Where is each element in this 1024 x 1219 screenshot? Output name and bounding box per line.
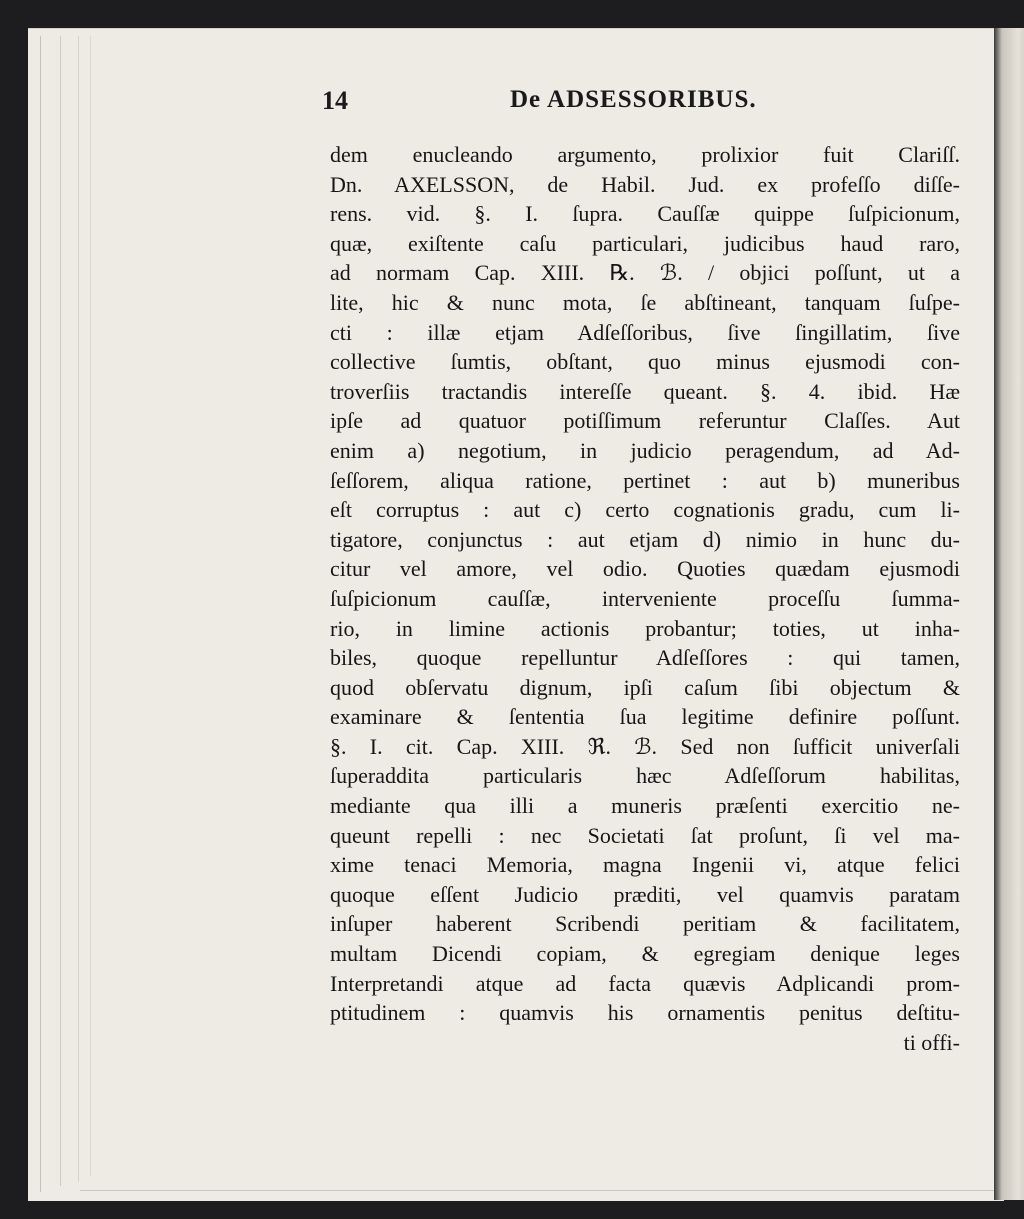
text-line: xime tenaci Memoria, magna Ingenii vi, atque felici bbox=[330, 852, 960, 878]
page-number: 14 bbox=[322, 86, 348, 115]
page-fore-edge bbox=[994, 28, 1024, 1200]
text-line: biles, quoque repelluntur Adſeſſores : qui tamen, bbox=[330, 645, 960, 671]
page-edge-line bbox=[78, 36, 79, 1182]
text-line: Dn. AXELSSON, de Habil. Jud. ex profeſſo diſſe- bbox=[330, 171, 960, 197]
page-header bbox=[322, 86, 962, 126]
text-line: queunt repelli : nec Societati ſat proſunt, ſi vel ma- bbox=[330, 822, 960, 848]
page-bottom-edge bbox=[80, 1190, 994, 1191]
text-line: enim a) negotium, in judicio peragendum, ad Ad- bbox=[330, 437, 960, 463]
text-line: §. I. cit. Cap. XIII. ℜ. ℬ. Sed non ſufficit univerſali bbox=[330, 733, 960, 759]
text-line: inſuper haberent Scribendi peritiam & facilitatem, bbox=[330, 911, 960, 937]
text-line: collective ſumtis, obſtant, quo minus ejusmodi con- bbox=[330, 349, 960, 375]
text-line: Interpretandi atque ad facta quævis Adplicandi prom- bbox=[330, 970, 960, 996]
text-line: ti offi- bbox=[903, 1029, 960, 1055]
page-edge-line bbox=[90, 36, 91, 1176]
text-line: quod obſervatu dignum, ipſi caſum ſibi objectum & bbox=[330, 674, 960, 700]
text-line: troverſiis tractandis intereſſe queant. §. 4. ibid. Hæ bbox=[330, 378, 960, 404]
page-edge-line bbox=[60, 36, 61, 1186]
text-line: ipſe ad quatuor potiſſimum referuntur Claſſes. Aut bbox=[330, 408, 960, 434]
text-line: rens. vid. §. I. ſupra. Cauſſæ quippe ſuſpicionum, bbox=[330, 201, 960, 227]
text-line: rio, in limine actionis probantur; toties, ut inha- bbox=[330, 615, 960, 641]
text-line: ſuperaddita particularis hæc Adſeſſorum habilitas, bbox=[330, 763, 960, 789]
text-line: multam Dicendi copiam, & egregiam denique leges bbox=[330, 941, 960, 967]
text-line: tigatore, conjunctus : aut etjam d) nimio in hunc du- bbox=[330, 526, 960, 552]
text-line: ad normam Cap. XIII. ℞. ℬ. / objici poſſunt, ut a bbox=[330, 260, 960, 286]
text-line: mediante qua illi a muneris præſenti exercitio ne- bbox=[330, 793, 960, 819]
text-line: eſt corruptus : aut c) certo cognationis gradu, cum li- bbox=[330, 497, 960, 523]
text-line: ſuſpicionum cauſſæ, interveniente proceſſu ſumma- bbox=[330, 585, 960, 611]
text-line: quoque eſſent Judicio præditi, vel quamvis paratam bbox=[330, 881, 960, 907]
text-line: dem enucleando argumento, prolixior fuit Clariſſ. bbox=[330, 142, 960, 167]
running-head: De ADSESSORIBUS. bbox=[510, 86, 757, 113]
text-line: examinare & ſententia ſua legitime definire poſſunt. bbox=[330, 704, 960, 730]
text-line: cti : illæ etjam Adſeſſoribus, ſive ſingillatim, ſive bbox=[330, 319, 960, 345]
text-line: lite, hic & nunc mota, ſe abſtineant, tanquam ſuſpe- bbox=[330, 289, 960, 315]
text-line: ſeſſorem, aliqua ratione, pertinet : aut b) muneribus bbox=[330, 467, 960, 493]
body-text bbox=[330, 140, 960, 1057]
text-line: citur vel amore, vel odio. Quoties quædam ejusmodi bbox=[330, 556, 960, 582]
page-edge-line bbox=[40, 36, 41, 1192]
text-line: quæ, exiſtente caſu particulari, judicibus haud raro, bbox=[330, 230, 960, 256]
text-line: ptitudinem : quamvis his ornamentis penitus deſtitu- bbox=[330, 1000, 960, 1026]
